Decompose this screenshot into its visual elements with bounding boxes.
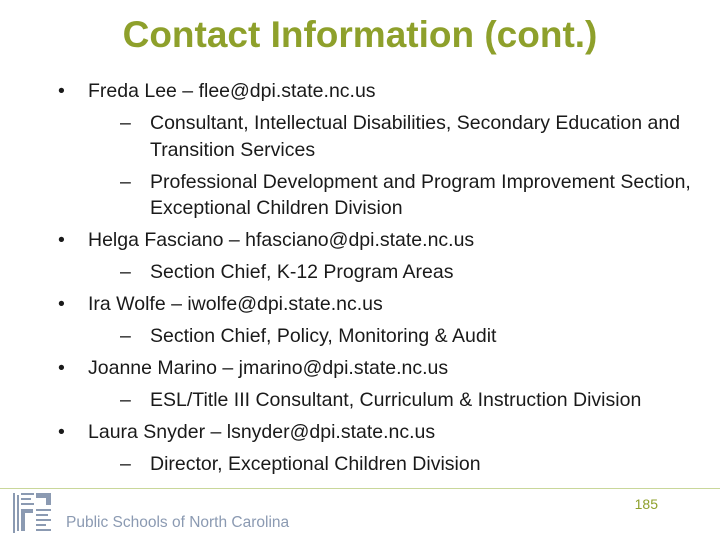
contact-name-email: Freda Lee – flee@dpi.state.nc.us <box>88 80 376 102</box>
bullet-icon: • <box>58 80 65 102</box>
dash-icon: – <box>120 170 131 193</box>
contact-name-email: Ira Wolfe – iwolfe@dpi.state.nc.us <box>88 293 383 315</box>
contact-detail-text: ESL/Title III Consultant, Curriculum & Instruction Division <box>150 389 642 411</box>
contact-detail-text: Consultant, Intellectual Disabilities, Secondary Education and Transition Services <box>150 112 681 161</box>
contact-item <box>58 227 698 286</box>
contact-name-email: Joanne Marino – jmarino@dpi.state.nc.us <box>88 357 449 379</box>
contact-detail-text: Professional Development and Program Improvement Section, Exceptional Children Division <box>150 170 691 219</box>
dash-icon: – <box>120 325 131 347</box>
slide-title: Contact Information (cont.) <box>122 14 598 55</box>
bullet-icon: • <box>58 421 65 443</box>
contact-item <box>58 355 698 414</box>
dash-icon: – <box>120 112 131 134</box>
footer-divider <box>0 488 720 489</box>
contact-name-email: Laura Snyder – lsnyder@dpi.state.nc.us <box>88 421 436 443</box>
contact-detail <box>88 110 698 163</box>
contact-detail <box>88 169 698 222</box>
contact-detail-text: Section Chief, K-12 Program Areas <box>150 261 454 283</box>
contact-detail-text: Director, Exceptional Children Division <box>150 453 481 475</box>
contact-detail <box>88 387 698 414</box>
contact-detail <box>88 451 698 478</box>
bullet-icon: • <box>58 357 65 379</box>
dash-icon: – <box>120 453 131 475</box>
contact-list <box>58 78 698 483</box>
contact-item <box>58 78 698 222</box>
page-number: 185 <box>634 496 658 512</box>
nc-public-schools-logo-icon <box>12 491 54 535</box>
bullet-icon: • <box>58 229 65 251</box>
contact-name-email: Helga Fasciano – hfasciano@dpi.state.nc.us <box>88 229 475 251</box>
bullet-icon: • <box>58 293 65 315</box>
contact-detail <box>88 259 698 286</box>
contact-detail-text: Section Chief, Policy, Monitoring & Audit <box>150 325 497 347</box>
contact-item <box>58 291 698 350</box>
dash-icon: – <box>120 261 131 283</box>
footer-logo-text: Public Schools of North Carolina <box>66 514 290 531</box>
contact-detail <box>88 323 698 350</box>
contact-item <box>58 419 698 478</box>
dash-icon: – <box>120 389 131 411</box>
